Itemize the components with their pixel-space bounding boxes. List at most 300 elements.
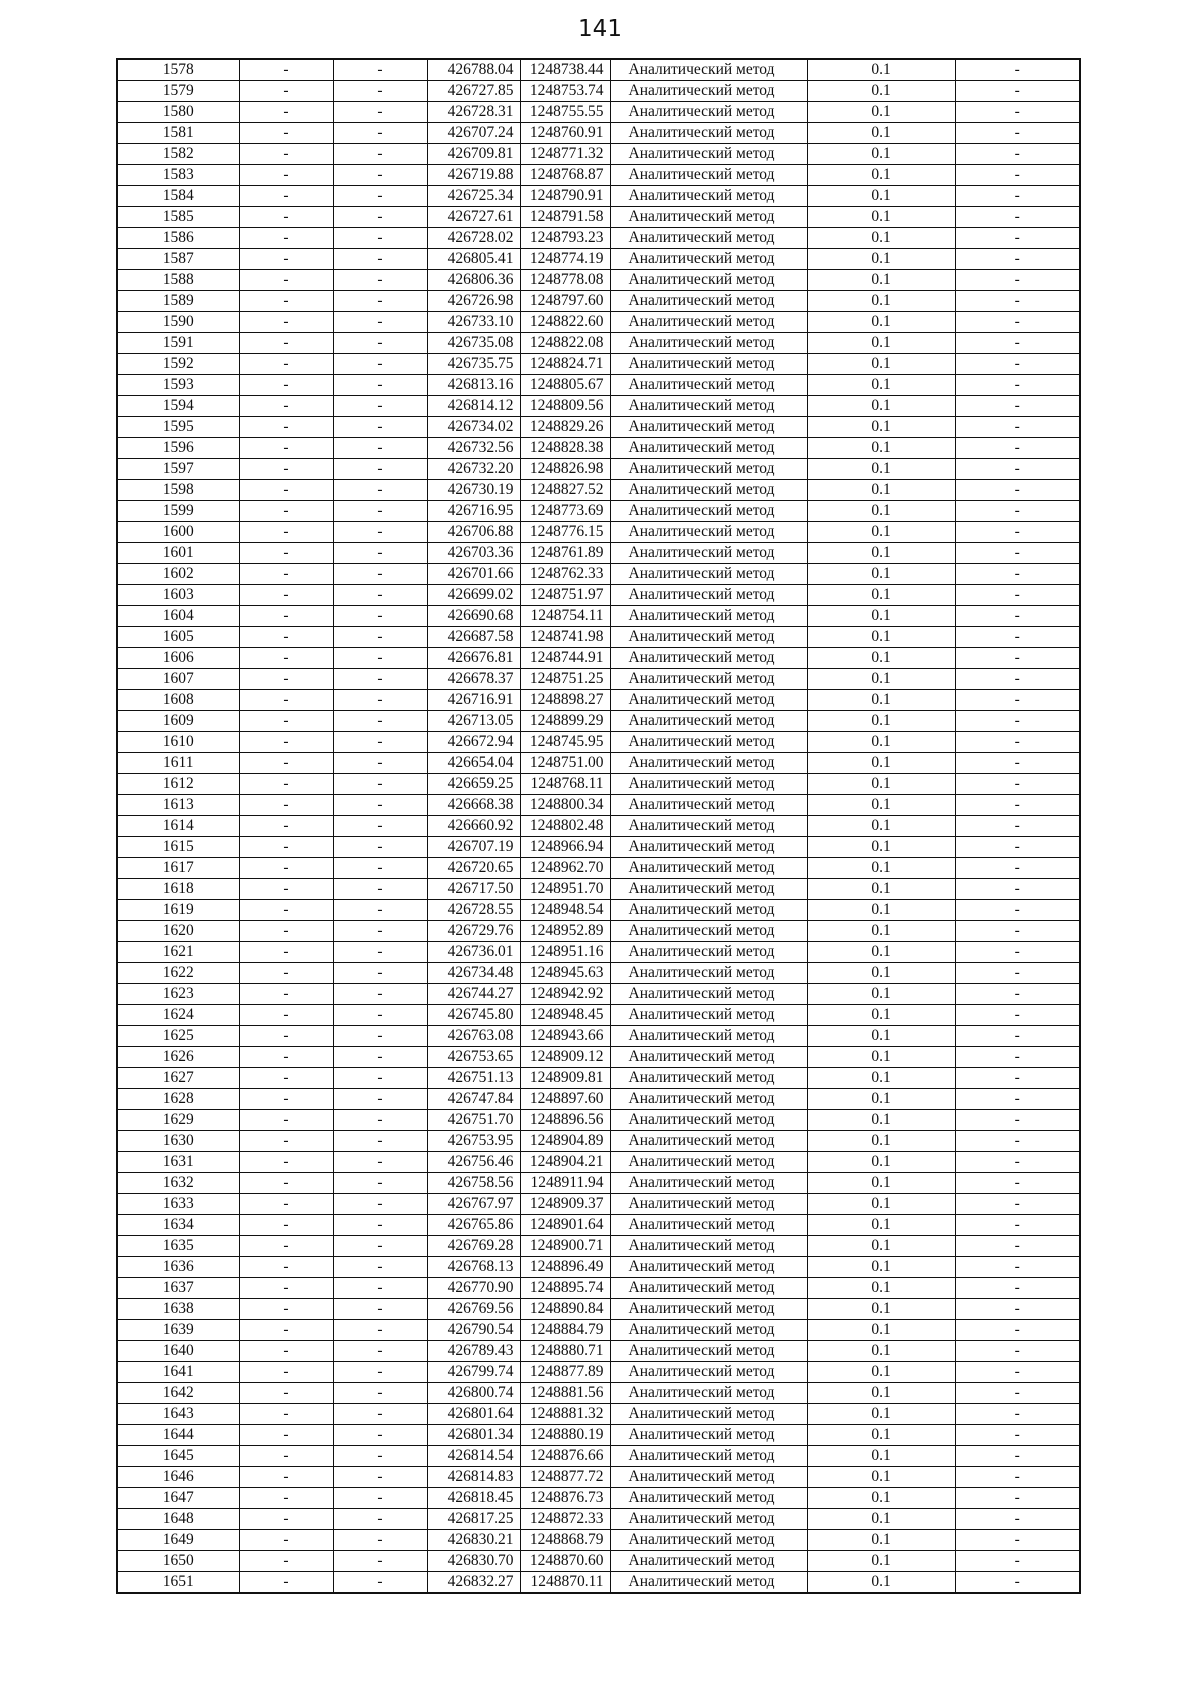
x-coord-cell: 426753.65 (427, 1047, 520, 1068)
dash-cell-1: - (239, 354, 333, 375)
table-row (117, 102, 1080, 123)
dash-cell-2: - (333, 102, 427, 123)
table-row (117, 1173, 1080, 1194)
method-cell: Аналитический метод (610, 1299, 807, 1320)
dash-cell-3: - (955, 1488, 1080, 1509)
accuracy-cell: 0.1 (807, 753, 955, 774)
y-coord-cell: 1248898.27 (520, 690, 610, 711)
point-number-cell: 1597 (117, 459, 239, 480)
x-coord-cell: 426770.90 (427, 1278, 520, 1299)
x-coord-cell: 426735.75 (427, 354, 520, 375)
dash-cell-2: - (333, 564, 427, 585)
table-row (117, 1509, 1080, 1530)
point-number-cell: 1618 (117, 879, 239, 900)
dash-cell-1: - (239, 963, 333, 984)
table-row (117, 1089, 1080, 1110)
dash-cell-1: - (239, 774, 333, 795)
point-number-cell: 1593 (117, 375, 239, 396)
dash-cell-3: - (955, 816, 1080, 837)
dash-cell-1: - (239, 921, 333, 942)
point-number-cell: 1646 (117, 1467, 239, 1488)
table-row (117, 59, 1080, 81)
point-number-cell: 1579 (117, 81, 239, 102)
dash-cell-3: - (955, 144, 1080, 165)
dash-cell-1: - (239, 81, 333, 102)
x-coord-cell: 426756.46 (427, 1152, 520, 1173)
dash-cell-3: - (955, 81, 1080, 102)
point-number-cell: 1622 (117, 963, 239, 984)
x-coord-cell: 426729.76 (427, 921, 520, 942)
point-number-cell: 1591 (117, 333, 239, 354)
accuracy-cell: 0.1 (807, 333, 955, 354)
y-coord-cell: 1248774.19 (520, 249, 610, 270)
dash-cell-1: - (239, 648, 333, 669)
dash-cell-3: - (955, 459, 1080, 480)
dash-cell-3: - (955, 165, 1080, 186)
x-coord-cell: 426768.13 (427, 1257, 520, 1278)
dash-cell-1: - (239, 1236, 333, 1257)
y-coord-cell: 1248829.26 (520, 417, 610, 438)
y-coord-cell: 1248877.89 (520, 1362, 610, 1383)
dash-cell-3: - (955, 186, 1080, 207)
dash-cell-1: - (239, 270, 333, 291)
table-row (117, 1131, 1080, 1152)
dash-cell-3: - (955, 1257, 1080, 1278)
accuracy-cell: 0.1 (807, 1131, 955, 1152)
dash-cell-3: - (955, 1299, 1080, 1320)
dash-cell-2: - (333, 1173, 427, 1194)
y-coord-cell: 1248768.11 (520, 774, 610, 795)
table-row (117, 480, 1080, 501)
dash-cell-3: - (955, 333, 1080, 354)
x-coord-cell: 426728.31 (427, 102, 520, 123)
y-coord-cell: 1248909.37 (520, 1194, 610, 1215)
accuracy-cell: 0.1 (807, 354, 955, 375)
dash-cell-3: - (955, 837, 1080, 858)
accuracy-cell: 0.1 (807, 606, 955, 627)
dash-cell-3: - (955, 669, 1080, 690)
x-coord-cell: 426758.56 (427, 1173, 520, 1194)
dash-cell-2: - (333, 81, 427, 102)
dash-cell-1: - (239, 1068, 333, 1089)
dash-cell-2: - (333, 1467, 427, 1488)
dash-cell-3: - (955, 564, 1080, 585)
dash-cell-2: - (333, 228, 427, 249)
dash-cell-3: - (955, 249, 1080, 270)
x-coord-cell: 426654.04 (427, 753, 520, 774)
dash-cell-1: - (239, 543, 333, 564)
table-row (117, 1026, 1080, 1047)
y-coord-cell: 1248826.98 (520, 459, 610, 480)
dash-cell-2: - (333, 879, 427, 900)
y-coord-cell: 1248900.71 (520, 1236, 610, 1257)
accuracy-cell: 0.1 (807, 1005, 955, 1026)
dash-cell-2: - (333, 627, 427, 648)
method-cell: Аналитический метод (610, 1383, 807, 1404)
dash-cell-2: - (333, 312, 427, 333)
dash-cell-1: - (239, 249, 333, 270)
method-cell: Аналитический метод (610, 438, 807, 459)
y-coord-cell: 1248904.89 (520, 1131, 610, 1152)
dash-cell-1: - (239, 123, 333, 144)
method-cell: Аналитический метод (610, 270, 807, 291)
accuracy-cell: 0.1 (807, 291, 955, 312)
dash-cell-3: - (955, 1572, 1080, 1594)
y-coord-cell: 1248948.54 (520, 900, 610, 921)
x-coord-cell: 426745.80 (427, 1005, 520, 1026)
accuracy-cell: 0.1 (807, 417, 955, 438)
x-coord-cell: 426701.66 (427, 564, 520, 585)
accuracy-cell: 0.1 (807, 1299, 955, 1320)
dash-cell-3: - (955, 1215, 1080, 1236)
y-coord-cell: 1248822.08 (520, 333, 610, 354)
dash-cell-1: - (239, 396, 333, 417)
y-coord-cell: 1248762.33 (520, 564, 610, 585)
dash-cell-1: - (239, 984, 333, 1005)
y-coord-cell: 1248751.97 (520, 585, 610, 606)
point-number-cell: 1644 (117, 1425, 239, 1446)
y-coord-cell: 1248791.58 (520, 207, 610, 228)
x-coord-cell: 426817.25 (427, 1509, 520, 1530)
dash-cell-1: - (239, 144, 333, 165)
y-coord-cell: 1248909.81 (520, 1068, 610, 1089)
dash-cell-3: - (955, 1425, 1080, 1446)
accuracy-cell: 0.1 (807, 459, 955, 480)
point-number-cell: 1592 (117, 354, 239, 375)
y-coord-cell: 1248884.79 (520, 1320, 610, 1341)
dash-cell-2: - (333, 1005, 427, 1026)
y-coord-cell: 1248776.15 (520, 522, 610, 543)
accuracy-cell: 0.1 (807, 711, 955, 732)
dash-cell-2: - (333, 711, 427, 732)
table-row (117, 774, 1080, 795)
dash-cell-1: - (239, 1404, 333, 1425)
table-row (117, 396, 1080, 417)
y-coord-cell: 1248881.56 (520, 1383, 610, 1404)
y-coord-cell: 1248904.21 (520, 1152, 610, 1173)
dash-cell-3: - (955, 942, 1080, 963)
dash-cell-1: - (239, 606, 333, 627)
dash-cell-3: - (955, 648, 1080, 669)
dash-cell-2: - (333, 1383, 427, 1404)
y-coord-cell: 1248881.32 (520, 1404, 610, 1425)
dash-cell-3: - (955, 312, 1080, 333)
dash-cell-2: - (333, 669, 427, 690)
accuracy-cell: 0.1 (807, 123, 955, 144)
point-number-cell: 1601 (117, 543, 239, 564)
table-row (117, 501, 1080, 522)
point-number-cell: 1641 (117, 1362, 239, 1383)
dash-cell-3: - (955, 1152, 1080, 1173)
y-coord-cell: 1248797.60 (520, 291, 610, 312)
x-coord-cell: 426713.05 (427, 711, 520, 732)
y-coord-cell: 1248880.71 (520, 1341, 610, 1362)
x-coord-cell: 426706.88 (427, 522, 520, 543)
accuracy-cell: 0.1 (807, 795, 955, 816)
x-coord-cell: 426751.13 (427, 1068, 520, 1089)
method-cell: Аналитический метод (610, 564, 807, 585)
dash-cell-3: - (955, 858, 1080, 879)
method-cell: Аналитический метод (610, 585, 807, 606)
point-number-cell: 1587 (117, 249, 239, 270)
dash-cell-1: - (239, 333, 333, 354)
table-row (117, 1530, 1080, 1551)
table-row (117, 144, 1080, 165)
accuracy-cell: 0.1 (807, 186, 955, 207)
y-coord-cell: 1248951.16 (520, 942, 610, 963)
y-coord-cell: 1248824.71 (520, 354, 610, 375)
dash-cell-2: - (333, 375, 427, 396)
table-row (117, 564, 1080, 585)
dash-cell-2: - (333, 144, 427, 165)
dash-cell-1: - (239, 417, 333, 438)
x-coord-cell: 426709.81 (427, 144, 520, 165)
x-coord-cell: 426801.64 (427, 1404, 520, 1425)
dash-cell-3: - (955, 606, 1080, 627)
point-number-cell: 1607 (117, 669, 239, 690)
x-coord-cell: 426813.16 (427, 375, 520, 396)
point-number-cell: 1647 (117, 1488, 239, 1509)
y-coord-cell: 1248751.00 (520, 753, 610, 774)
table-row (117, 522, 1080, 543)
method-cell: Аналитический метод (610, 417, 807, 438)
y-coord-cell: 1248755.55 (520, 102, 610, 123)
point-number-cell: 1578 (117, 59, 239, 81)
dash-cell-2: - (333, 1257, 427, 1278)
y-coord-cell: 1248741.98 (520, 627, 610, 648)
dash-cell-1: - (239, 1488, 333, 1509)
x-coord-cell: 426668.38 (427, 795, 520, 816)
x-coord-cell: 426736.01 (427, 942, 520, 963)
dash-cell-2: - (333, 1236, 427, 1257)
method-cell: Аналитический метод (610, 1278, 807, 1299)
dash-cell-2: - (333, 543, 427, 564)
dash-cell-2: - (333, 774, 427, 795)
point-number-cell: 1585 (117, 207, 239, 228)
dash-cell-2: - (333, 438, 427, 459)
method-cell: Аналитический метод (610, 1509, 807, 1530)
dash-cell-3: - (955, 1236, 1080, 1257)
table-row (117, 1425, 1080, 1446)
table-row (117, 1110, 1080, 1131)
table-row (117, 627, 1080, 648)
dash-cell-1: - (239, 753, 333, 774)
accuracy-cell: 0.1 (807, 1488, 955, 1509)
y-coord-cell: 1248809.56 (520, 396, 610, 417)
point-number-cell: 1651 (117, 1572, 239, 1594)
accuracy-cell: 0.1 (807, 1173, 955, 1194)
dash-cell-3: - (955, 711, 1080, 732)
dash-cell-1: - (239, 1425, 333, 1446)
x-coord-cell: 426735.08 (427, 333, 520, 354)
dash-cell-3: - (955, 1341, 1080, 1362)
dash-cell-1: - (239, 690, 333, 711)
method-cell: Аналитический метод (610, 123, 807, 144)
method-cell: Аналитический метод (610, 648, 807, 669)
y-coord-cell: 1248800.34 (520, 795, 610, 816)
x-coord-cell: 426806.36 (427, 270, 520, 291)
dash-cell-3: - (955, 963, 1080, 984)
point-number-cell: 1633 (117, 1194, 239, 1215)
dash-cell-1: - (239, 1131, 333, 1152)
dash-cell-2: - (333, 984, 427, 1005)
table-row (117, 81, 1080, 102)
accuracy-cell: 0.1 (807, 1026, 955, 1047)
dash-cell-2: - (333, 186, 427, 207)
table-row (117, 963, 1080, 984)
table-row (117, 1215, 1080, 1236)
y-coord-cell: 1248896.49 (520, 1257, 610, 1278)
accuracy-cell: 0.1 (807, 1089, 955, 1110)
y-coord-cell: 1248948.45 (520, 1005, 610, 1026)
table-row (117, 186, 1080, 207)
accuracy-cell: 0.1 (807, 270, 955, 291)
point-number-cell: 1612 (117, 774, 239, 795)
table-row (117, 1572, 1080, 1594)
accuracy-cell: 0.1 (807, 1278, 955, 1299)
dash-cell-3: - (955, 438, 1080, 459)
x-coord-cell: 426751.70 (427, 1110, 520, 1131)
y-coord-cell: 1248901.64 (520, 1215, 610, 1236)
method-cell: Аналитический метод (610, 690, 807, 711)
x-coord-cell: 426707.24 (427, 123, 520, 144)
method-cell: Аналитический метод (610, 711, 807, 732)
accuracy-cell: 0.1 (807, 1572, 955, 1594)
dash-cell-3: - (955, 1194, 1080, 1215)
x-coord-cell: 426805.41 (427, 249, 520, 270)
method-cell: Аналитический метод (610, 1446, 807, 1467)
point-number-cell: 1590 (117, 312, 239, 333)
x-coord-cell: 426790.54 (427, 1320, 520, 1341)
table-row (117, 1152, 1080, 1173)
accuracy-cell: 0.1 (807, 858, 955, 879)
accuracy-cell: 0.1 (807, 1362, 955, 1383)
dash-cell-1: - (239, 1530, 333, 1551)
x-coord-cell: 426767.97 (427, 1194, 520, 1215)
dash-cell-3: - (955, 1530, 1080, 1551)
point-number-cell: 1600 (117, 522, 239, 543)
method-cell: Аналитический метод (610, 228, 807, 249)
table-row (117, 1551, 1080, 1572)
table-row (117, 732, 1080, 753)
table-row (117, 1257, 1080, 1278)
dash-cell-2: - (333, 1551, 427, 1572)
method-cell: Аналитический метод (610, 480, 807, 501)
x-coord-cell: 426728.02 (427, 228, 520, 249)
dash-cell-1: - (239, 1005, 333, 1026)
x-coord-cell: 426830.70 (427, 1551, 520, 1572)
dash-cell-1: - (239, 627, 333, 648)
method-cell: Аналитический метод (610, 1551, 807, 1572)
method-cell: Аналитический метод (610, 81, 807, 102)
dash-cell-1: - (239, 1278, 333, 1299)
dash-cell-1: - (239, 438, 333, 459)
point-number-cell: 1583 (117, 165, 239, 186)
coordinates-table (116, 58, 1081, 1594)
y-coord-cell: 1248751.25 (520, 669, 610, 690)
table-row (117, 942, 1080, 963)
dash-cell-1: - (239, 1341, 333, 1362)
x-coord-cell: 426732.20 (427, 459, 520, 480)
method-cell: Аналитический метод (610, 900, 807, 921)
accuracy-cell: 0.1 (807, 480, 955, 501)
dash-cell-2: - (333, 1215, 427, 1236)
method-cell: Аналитический метод (610, 1341, 807, 1362)
method-cell: Аналитический метод (610, 459, 807, 480)
x-coord-cell: 426660.92 (427, 816, 520, 837)
accuracy-cell: 0.1 (807, 564, 955, 585)
y-coord-cell: 1248945.63 (520, 963, 610, 984)
dash-cell-3: - (955, 690, 1080, 711)
point-number-cell: 1632 (117, 1173, 239, 1194)
y-coord-cell: 1248951.70 (520, 879, 610, 900)
table-row (117, 837, 1080, 858)
dash-cell-2: - (333, 333, 427, 354)
table-row (117, 333, 1080, 354)
point-number-cell: 1637 (117, 1278, 239, 1299)
table-row (117, 1341, 1080, 1362)
dash-cell-2: - (333, 1341, 427, 1362)
method-cell: Аналитический метод (610, 207, 807, 228)
point-number-cell: 1624 (117, 1005, 239, 1026)
dash-cell-1: - (239, 858, 333, 879)
accuracy-cell: 0.1 (807, 984, 955, 1005)
dash-cell-1: - (239, 1446, 333, 1467)
dash-cell-3: - (955, 984, 1080, 1005)
accuracy-cell: 0.1 (807, 1215, 955, 1236)
dash-cell-2: - (333, 606, 427, 627)
table-row (117, 1047, 1080, 1068)
point-number-cell: 1639 (117, 1320, 239, 1341)
dash-cell-2: - (333, 1446, 427, 1467)
x-coord-cell: 426732.56 (427, 438, 520, 459)
dash-cell-3: - (955, 732, 1080, 753)
y-coord-cell: 1248942.92 (520, 984, 610, 1005)
accuracy-cell: 0.1 (807, 585, 955, 606)
dash-cell-1: - (239, 879, 333, 900)
accuracy-cell: 0.1 (807, 900, 955, 921)
dash-cell-1: - (239, 1299, 333, 1320)
y-coord-cell: 1248895.74 (520, 1278, 610, 1299)
y-coord-cell: 1248790.91 (520, 186, 610, 207)
method-cell: Аналитический метод (610, 963, 807, 984)
table-row (117, 1005, 1080, 1026)
y-coord-cell: 1248802.48 (520, 816, 610, 837)
point-number-cell: 1615 (117, 837, 239, 858)
method-cell: Аналитический метод (610, 1110, 807, 1131)
accuracy-cell: 0.1 (807, 921, 955, 942)
accuracy-cell: 0.1 (807, 375, 955, 396)
dash-cell-2: - (333, 900, 427, 921)
method-cell: Аналитический метод (610, 312, 807, 333)
dash-cell-3: - (955, 1173, 1080, 1194)
point-number-cell: 1595 (117, 417, 239, 438)
dash-cell-2: - (333, 690, 427, 711)
x-coord-cell: 426716.91 (427, 690, 520, 711)
table-row (117, 648, 1080, 669)
x-coord-cell: 426765.86 (427, 1215, 520, 1236)
accuracy-cell: 0.1 (807, 837, 955, 858)
table-row (117, 816, 1080, 837)
y-coord-cell: 1248876.66 (520, 1446, 610, 1467)
dash-cell-3: - (955, 123, 1080, 144)
dash-cell-1: - (239, 1467, 333, 1488)
dash-cell-3: - (955, 270, 1080, 291)
dash-cell-1: - (239, 1089, 333, 1110)
accuracy-cell: 0.1 (807, 774, 955, 795)
dash-cell-2: - (333, 1404, 427, 1425)
accuracy-cell: 0.1 (807, 1530, 955, 1551)
